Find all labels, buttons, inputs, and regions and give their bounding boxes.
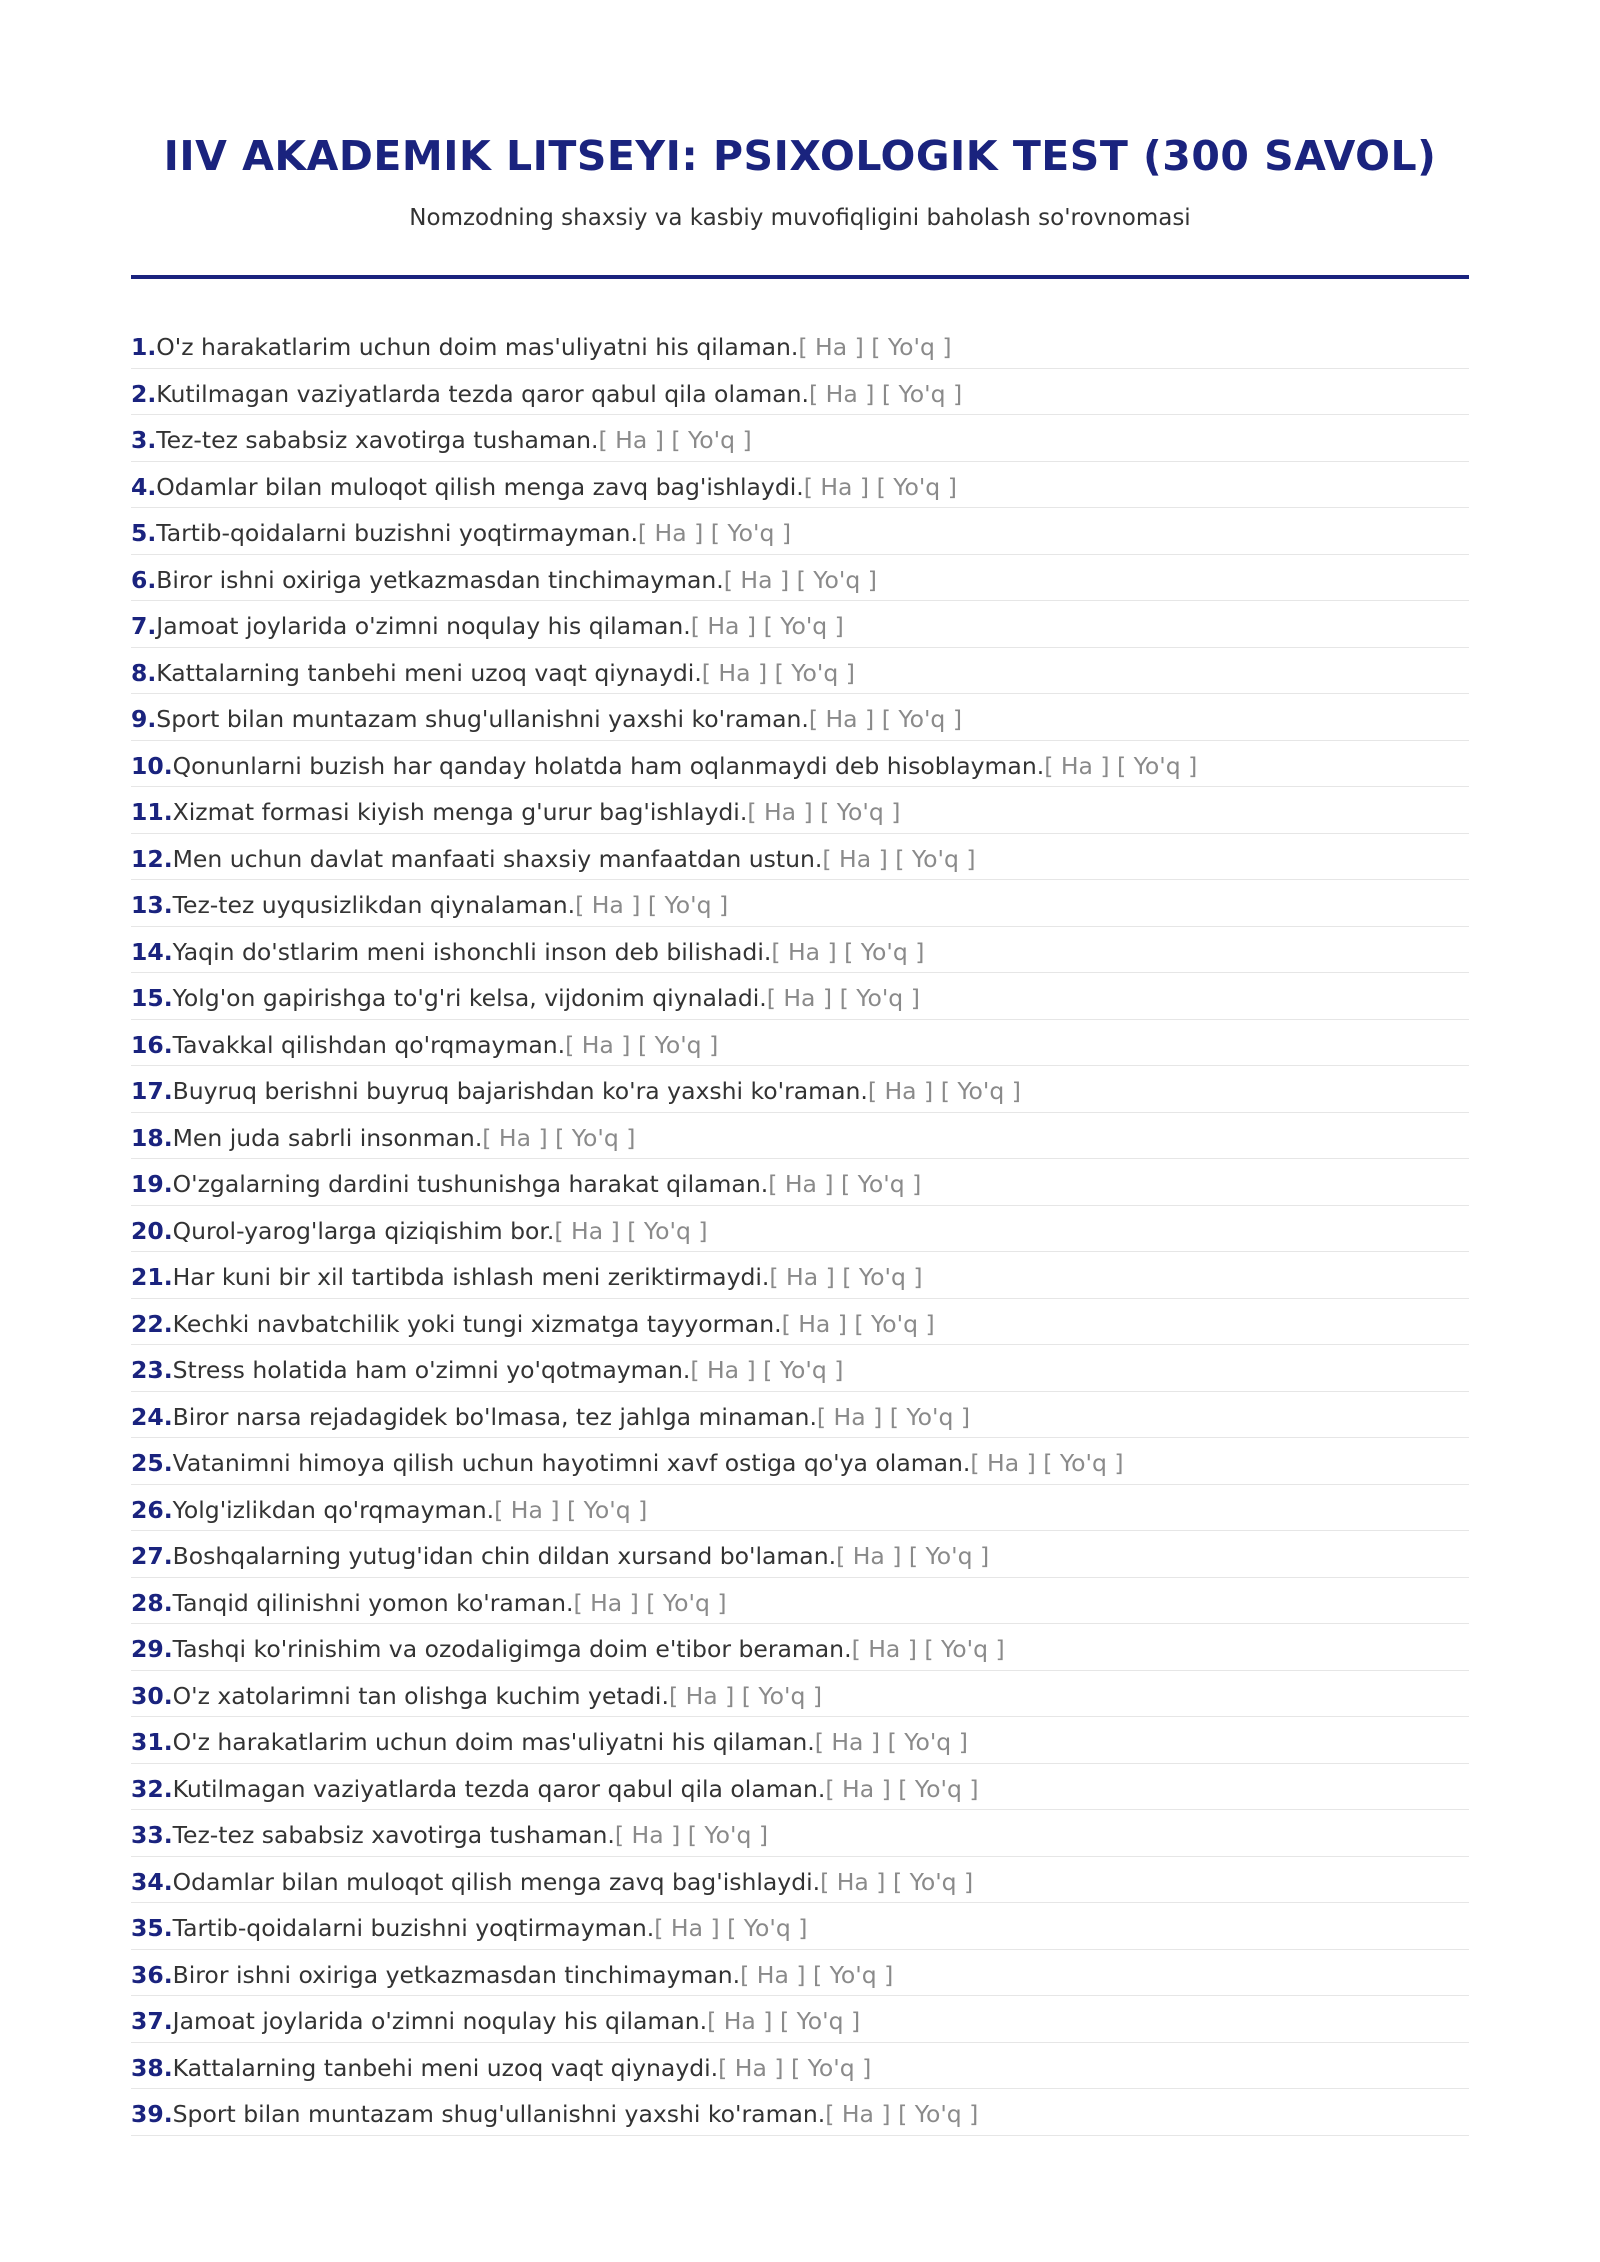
answer-no-option[interactable]: [ Yo'q ] [844,937,925,966]
answer-no-option[interactable]: [ Yo'q ] [796,565,877,594]
answer-yes-option[interactable]: [ Ha ] [637,519,704,547]
question-number: 18. [131,1123,173,1152]
question-item [131,1160,1469,1206]
question-item [131,1811,1469,1857]
question-text: Kattalarning tanbehi meni uzoq vaqt qiynaydi. [156,658,702,687]
question-item [131,695,1469,741]
answer-no-option[interactable]: [ Yo'q ] [647,891,729,919]
question-number: 38. [131,2053,173,2082]
answer-yes-option[interactable]: [ Ha ] [820,1867,886,1896]
question-text: Yolg'izlikdan qo'rqmayman. [172,1495,495,1524]
answer-no-option[interactable]: [ Yo'q ] [839,984,920,1012]
question-item [131,649,1469,695]
question-item [131,1765,1469,1811]
answer-no-option[interactable]: [ Yo'q ] [889,1402,971,1431]
question-number: 28. [131,1588,173,1617]
question-text: Kutilmagan vaziyatlarda tezda qaror qabul qila olaman. [156,379,810,408]
answer-yes-option[interactable]: [ Ha ] [808,705,875,733]
question-number: 20. [131,1216,173,1245]
page-title: IIV AKADEMIK LITSEYI: PSIXOLOGIK TEST (300 SAVOL) [163,132,1437,180]
question-number: 23. [131,1356,173,1384]
answer-no-option[interactable]: [ Yo'q ] [687,1821,768,1849]
question-text: Jamoat joylarida o'zimni noqulay his qilaman. [172,2007,708,2035]
question-text: Tartib-qoidalarni buzishni yoqtirmayman. [172,1914,655,1942]
question-number: 4. [131,472,157,501]
question-number: 14. [131,937,173,966]
question-number: 5. [131,519,157,547]
question-text: Kechki navbatchilik yoki tungi xizmatga tayyorman. [172,1309,782,1338]
question-number: 22. [131,1309,173,1338]
answer-no-option[interactable]: [ Yo'q ] [671,426,752,454]
answer-yes-option[interactable]: [ Ha ] [814,1728,881,1756]
answer-yes-option[interactable]: [ Ha ] [803,472,870,501]
question-number: 3. [131,426,157,454]
question-item [131,1439,1469,1485]
answer-yes-option[interactable]: [ Ha ] [766,984,833,1012]
question-text: Tez-tez sababsiz xavotirga tushaman. [172,1821,615,1849]
question-text: Jamoat joylarida o'zimni noqulay his qilaman. [156,612,691,640]
question-text: Tez-tez sababsiz xavotirga tushaman. [156,426,599,454]
answer-yes-option[interactable]: [ Ha ] [867,1077,934,1105]
answer-no-option[interactable]: [ Yo'q ] [898,1774,979,1803]
answer-yes-option[interactable]: [ Ha ] [740,1960,806,1989]
question-item [131,835,1469,881]
question-text: Biror ishni oxiriga yetkazmasdan tinchimayman. [172,1960,741,1989]
question-item [131,2044,1469,2090]
question-text: Stress holatida ham o'zimni yo'qotmayman. [172,1356,691,1384]
question-number: 26. [131,1495,173,1524]
question-text: Men juda sabrli insonman. [172,1123,483,1152]
question-number: 29. [131,1635,173,1663]
answer-no-option[interactable]: [ Yo'q ] [887,1728,968,1756]
answer-yes-option[interactable]: [ Ha ] [747,798,813,826]
answer-yes-option[interactable]: [ Ha ] [654,1914,720,1942]
question-number: 25. [131,1449,173,1477]
answer-no-option[interactable]: [ Yo'q ] [779,2007,861,2035]
question-item [131,742,1469,788]
answer-yes-option[interactable]: [ Ha ] [798,333,864,361]
question-text: Men uchun davlat manfaati shaxsiy manfaatdan ustun. [172,844,823,873]
question-item [131,1346,1469,1392]
question-item [131,1858,1469,1904]
question-text: Yolg'on gapirishga to'g'ri kelsa, vijdonim qiynaladi. [172,984,767,1012]
question-number: 9. [131,705,157,733]
question-text: Tez-tez uyqusizlikdan qiynalaman. [172,891,576,919]
answer-yes-option[interactable]: [ Ha ] [816,1402,883,1431]
answer-yes-option[interactable]: [ Ha ] [825,1774,891,1803]
question-item [131,2090,1469,2136]
question-number: 7. [131,612,157,640]
question-item [131,1579,1469,1625]
answer-yes-option[interactable]: [ Ha ] [575,891,641,919]
answer-yes-option[interactable]: [ Ha ] [836,1542,902,1570]
question-item [131,1904,1469,1950]
question-text: Kattalarning tanbehi meni uzoq vaqt qiynaydi. [172,2053,719,2082]
answer-yes-option[interactable]: [ Ha ] [598,426,664,454]
answer-no-option[interactable]: [ Yo'q ] [1117,751,1198,780]
question-text: Qonunlarni buzish har qanday holatda ham oqlanmaydi deb hisoblayman. [172,751,1045,780]
question-number: 15. [131,984,173,1012]
question-text: Biror narsa rejadagidek bo'lmasa, tez jahlga minaman. [172,1402,817,1431]
answer-yes-option[interactable]: [ Ha ] [718,2053,784,2082]
answer-no-option[interactable]: [ Yo'q ] [940,1077,1021,1105]
answer-yes-option[interactable]: [ Ha ] [1044,751,1110,780]
question-number: 32. [131,1774,173,1803]
question-item [131,881,1469,927]
answer-no-option[interactable]: [ Yo'q ] [876,472,957,501]
answer-no-option[interactable]: [ Yo'q ] [1043,1449,1124,1477]
question-item [131,1207,1469,1253]
question-number: 1. [131,333,157,361]
question-text: O'zgalarning dardini tushunishga harakat qilaman. [172,1170,769,1198]
question-text: Qurol-yarog'larga qiziqishim bor. [172,1216,555,1245]
answer-no-option[interactable]: [ Yo'q ] [791,2053,872,2082]
page-subtitle: Nomzodning shaxsiy va kasbiy muvofiqligini baholash so'rovnomasi [409,205,1191,231]
question-text: Sport bilan muntazam shug'ullanishni yaxshi ko'raman. [156,705,809,733]
answer-no-option[interactable]: [ Yo'q ] [881,379,963,408]
question-text: Boshqalarning yutug'idan chin dildan xursand bo'laman. [172,1542,837,1570]
answer-yes-option[interactable]: [ Ha ] [768,1170,834,1198]
answer-no-option[interactable]: [ Yo'q ] [555,1123,636,1152]
question-item [131,974,1469,1020]
answer-yes-option[interactable]: [ Ha ] [565,1030,631,1059]
answer-no-option[interactable]: [ Yo'q ] [895,844,976,873]
question-item [131,463,1469,509]
question-text: O'z harakatlarim uchun doim mas'uliyatni his qilaman. [172,1728,815,1756]
answer-yes-option[interactable]: [ Ha ] [723,565,790,594]
question-number: 10. [131,751,173,780]
question-number: 16. [131,1030,173,1059]
question-item [131,1067,1469,1113]
answer-no-option[interactable]: [ Yo'q ] [774,658,855,687]
answer-no-option[interactable]: [ Yo'q ] [741,1681,823,1710]
answer-no-option[interactable]: [ Yo'q ] [646,1588,727,1617]
question-text: Odamlar bilan muloqot qilish menga zavq bag'ishlaydi. [172,1867,821,1896]
question-number: 12. [131,844,173,873]
question-item [131,509,1469,555]
answer-no-option[interactable]: [ Yo'q ] [627,1216,708,1245]
question-item [131,1951,1469,1997]
question-number: 17. [131,1077,173,1105]
question-number: 2. [131,379,157,408]
question-number: 37. [131,2007,173,2035]
question-number: 36. [131,1960,173,1989]
question-item [131,323,1469,369]
question-number: 13. [131,891,173,919]
question-number: 11. [131,798,173,826]
answer-no-option[interactable]: [ Yo'q ] [898,2100,979,2128]
answer-yes-option[interactable]: [ Ha ] [970,1449,1036,1477]
answer-yes-option[interactable]: [ Ha ] [707,2007,773,2035]
question-list [131,323,1469,2136]
question-number: 35. [131,1914,173,1942]
question-item [131,370,1469,416]
question-item [131,1253,1469,1299]
question-item [131,1997,1469,2043]
answer-yes-option[interactable]: [ Ha ] [771,937,837,966]
question-item [131,788,1469,834]
question-text: Tanqid qilinishni yomon ko'raman. [172,1588,574,1617]
question-number: 8. [131,658,157,687]
question-number: 19. [131,1170,173,1198]
answer-no-option[interactable]: [ Yo'q ] [710,519,792,547]
question-item [131,1486,1469,1532]
question-item [131,1532,1469,1578]
question-text: Buyruq berishni buyruq bajarishdan ko'ra yaxshi ko'raman. [172,1077,868,1105]
answer-yes-option[interactable]: [ Ha ] [668,1681,735,1710]
question-text: Kutilmagan vaziyatlarda tezda qaror qabul qila olaman. [172,1774,826,1803]
question-item [131,928,1469,974]
question-text: Tartib-qoidalarni buzishni yoqtirmayman. [156,519,638,547]
answer-yes-option[interactable]: [ Ha ] [690,1356,756,1384]
answer-yes-option[interactable]: [ Ha ] [809,379,875,408]
question-item [131,1672,1469,1718]
header-divider [131,275,1469,279]
answer-yes-option[interactable]: [ Ha ] [482,1123,548,1152]
question-text: Yaqin do'stlarim meni ishonchli inson deb bilishadi. [172,937,772,966]
answer-no-option[interactable]: [ Yo'q ] [763,612,844,640]
question-text: Biror ishni oxiriga yetkazmasdan tinchimayman. [156,565,724,594]
question-number: 34. [131,1867,173,1896]
question-text: O'z xatolarimni tan olishga kuchim yetadi. [172,1681,669,1710]
question-number: 31. [131,1728,173,1756]
answer-no-option[interactable]: [ Yo'q ] [637,1030,719,1059]
question-text: Xizmat formasi kiyish menga g'urur bag'ishlaydi. [172,798,748,826]
document-header [131,0,1469,234]
question-text: Har kuni bir xil tartibda ishlash meni zeriktirmaydi. [172,1263,770,1291]
question-text: Odamlar bilan muloqot qilish menga zavq bag'ishlaydi. [156,472,804,501]
answer-yes-option[interactable]: [ Ha ] [851,1635,917,1663]
question-text: Vatanimni himoya qilish uchun hayotimni xavf ostiga qo'ya olaman. [172,1449,971,1477]
answer-no-option[interactable]: [ Yo'q ] [892,1867,974,1896]
answer-yes-option[interactable]: [ Ha ] [690,612,757,640]
answer-no-option[interactable]: [ Yo'q ] [842,1263,923,1291]
question-item [131,1625,1469,1671]
answer-no-option[interactable]: [ Yo'q ] [854,1309,935,1338]
answer-yes-option[interactable]: [ Ha ] [494,1495,560,1524]
question-number: 27. [131,1542,173,1570]
question-number: 30. [131,1681,173,1710]
question-number: 39. [131,2100,173,2128]
answer-yes-option[interactable]: [ Ha ] [822,844,888,873]
answer-yes-option[interactable]: [ Ha ] [614,1821,681,1849]
answer-yes-option[interactable]: [ Ha ] [825,2100,891,2128]
answer-no-option[interactable]: [ Yo'q ] [763,1356,844,1384]
answer-no-option[interactable]: [ Yo'q ] [841,1170,922,1198]
question-item [131,1718,1469,1764]
question-item [131,1021,1469,1067]
question-number: 6. [131,565,157,594]
answer-no-option[interactable]: [ Yo'q ] [727,1914,808,1942]
answer-yes-option[interactable]: [ Ha ] [781,1309,847,1338]
question-text: Tashqi ko'rinishim va ozodaligimga doim e'tibor beraman. [172,1635,852,1663]
question-item [131,602,1469,648]
answer-no-option[interactable]: [ Yo'q ] [820,798,901,826]
answer-yes-option[interactable]: [ Ha ] [554,1216,620,1245]
question-item [131,556,1469,602]
question-number: 24. [131,1402,173,1431]
question-text: O'z harakatlarim uchun doim mas'uliyatni his qilaman. [156,333,799,361]
answer-no-option[interactable]: [ Yo'q ] [924,1635,1005,1663]
answer-no-option[interactable]: [ Yo'q ] [881,705,962,733]
question-item [131,1114,1469,1160]
answer-no-option[interactable]: [ Yo'q ] [567,1495,648,1524]
question-item [131,1393,1469,1439]
question-text: Sport bilan muntazam shug'ullanishni yaxshi ko'raman. [172,2100,826,2128]
question-number: 33. [131,1821,173,1849]
answer-no-option[interactable]: [ Yo'q ] [812,1960,894,1989]
question-item [131,416,1469,462]
answer-yes-option[interactable]: [ Ha ] [701,658,768,687]
answer-no-option[interactable]: [ Yo'q ] [871,333,952,361]
question-item [131,1300,1469,1346]
question-number: 21. [131,1263,173,1291]
answer-no-option[interactable]: [ Yo'q ] [908,1542,990,1570]
answer-yes-option[interactable]: [ Ha ] [769,1263,835,1291]
answer-yes-option[interactable]: [ Ha ] [573,1588,639,1617]
question-text: Tavakkal qilishdan qo'rqmayman. [172,1030,566,1059]
